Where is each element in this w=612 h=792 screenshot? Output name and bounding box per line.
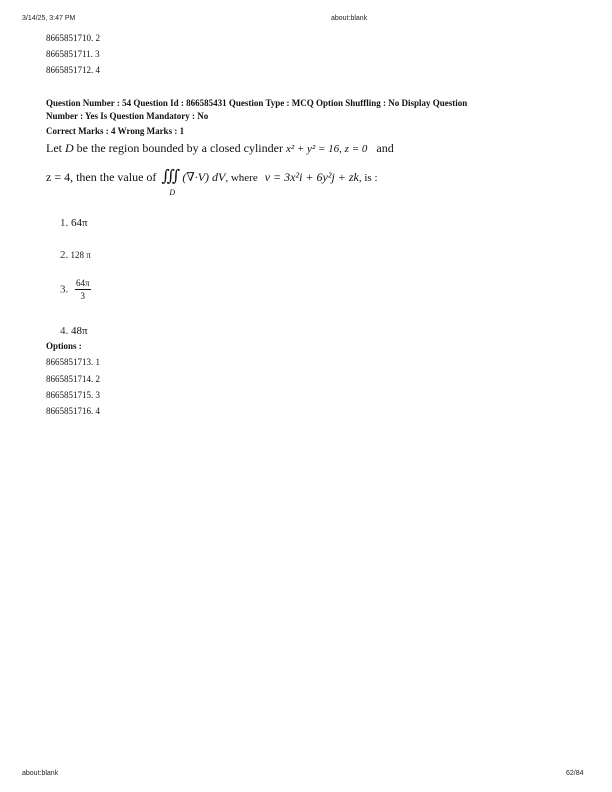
prev-option-3: 8665851712. 4 — [46, 65, 100, 75]
page-number: 62/84 — [566, 770, 584, 777]
choice-3-label: 3. — [60, 283, 69, 296]
print-url: about:blank — [331, 15, 368, 22]
option-id-2: 8665851714. 2 — [46, 374, 100, 384]
cylinder-equation: x² + y² = 16, z = 0 — [285, 143, 368, 155]
integrand-expression: (∇·V) dV — [182, 170, 226, 184]
question-z-limit: z = 4, then the value of — [46, 170, 160, 184]
choice-2-label: 2. — [60, 249, 69, 261]
vector-definition: v = 3x²i + 6y²j + zk — [264, 170, 359, 184]
choice-1-label: 1. — [60, 217, 69, 229]
prev-option-1: 8665851710. 2 — [46, 33, 100, 43]
prev-option-2: 8665851711. 3 — [46, 49, 100, 59]
option-id-1: 8665851713. 1 — [46, 357, 100, 367]
options-heading: Options : — [46, 341, 82, 351]
choice-3-fraction — [75, 279, 91, 301]
choice-1 — [60, 217, 88, 229]
choice-2 — [60, 249, 91, 261]
option-id-4: 8665851716. 4 — [46, 406, 100, 416]
integral-subscript: D — [169, 188, 176, 197]
region-symbol: D — [65, 141, 74, 155]
question-prefix: Let — [46, 141, 65, 155]
triple-integral-sign: ∭ D — [161, 168, 181, 197]
question-meta-line1: Question Number : 54 Question Id : 866585431 Question Type : MCQ Option Shuffling : No Display Question — [46, 98, 468, 108]
choice-2-value: 128 π — [70, 250, 91, 260]
and-word: and — [376, 141, 394, 155]
choice-3 — [60, 279, 91, 301]
choice-3-numerator: 64π — [76, 278, 90, 288]
question-bounded-text: be the region bounded by a closed cylinder — [73, 141, 286, 155]
option-id-3: 8665851715. 3 — [46, 390, 100, 400]
question-text-line1 — [46, 141, 394, 156]
question-marks: Correct Marks : 4 Wrong Marks : 1 — [46, 126, 185, 136]
question-text-line2 — [46, 166, 378, 197]
choice-1-value: 64π — [71, 217, 88, 229]
footer-url: about:blank — [22, 770, 59, 777]
print-datetime: 3/14/25, 3:47 PM — [22, 15, 76, 22]
choice-3-denominator: 3 — [80, 291, 86, 301]
choice-4-value: 48π — [71, 325, 88, 337]
question-meta-line2: Number : Yes Is Question Mandatory : No — [46, 111, 209, 121]
is-word: , is : — [358, 172, 378, 184]
choice-4-label: 4. — [60, 325, 69, 337]
choice-4 — [60, 325, 88, 337]
where-word: , where — [225, 172, 258, 184]
